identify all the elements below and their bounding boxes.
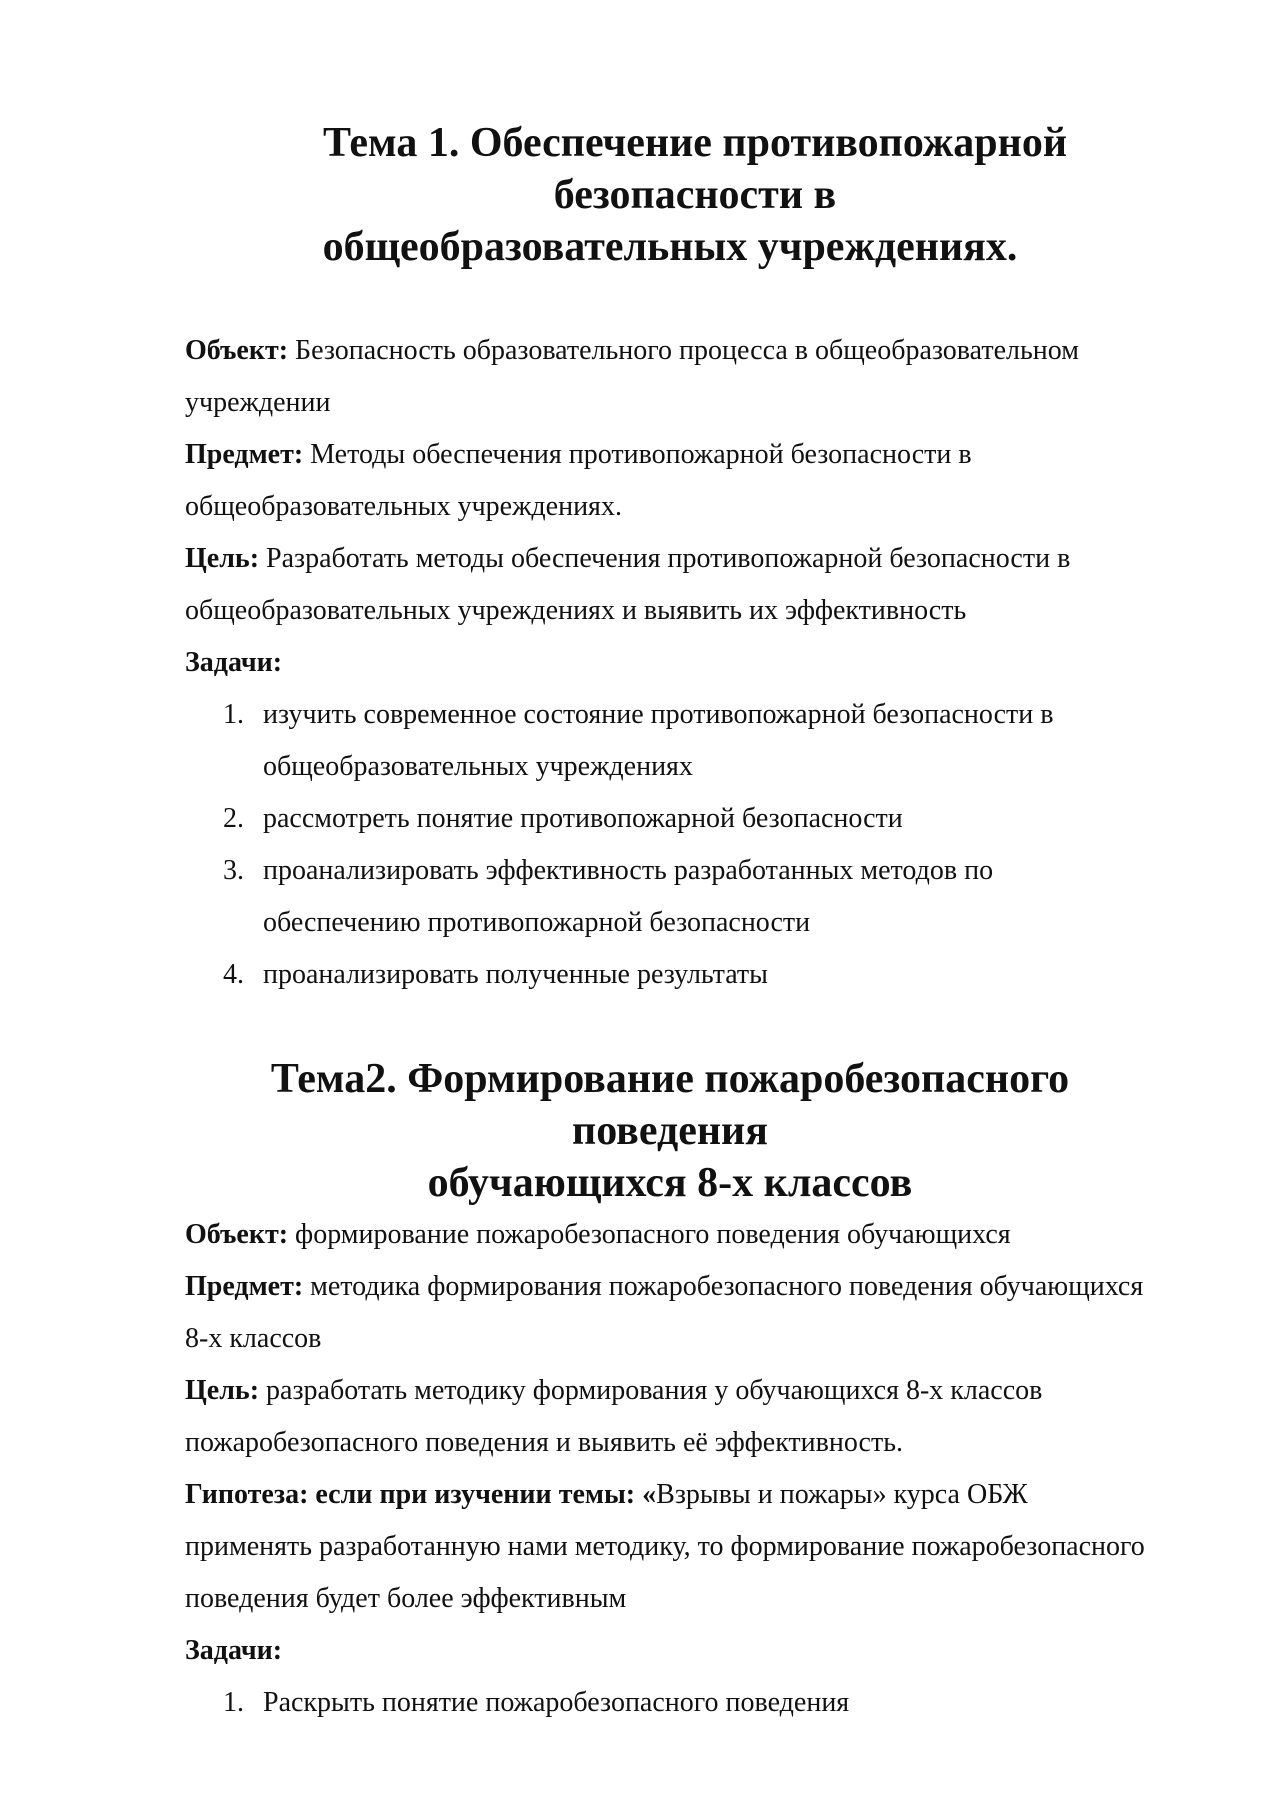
topic1-title — [185, 117, 1155, 273]
topic1-title-prefix: Тема 1 — [322, 120, 449, 166]
topic1-subject-label: Предмет: — [185, 439, 304, 470]
topic2-goal-label: Цель: — [185, 1375, 260, 1406]
topic1-goal-label: Цель: — [185, 543, 260, 574]
topic2-object — [185, 1209, 1155, 1261]
topic1-object-text: Безопасность образовательного процесса в общеобразовательном учреждении — [185, 335, 1079, 418]
spacer — [185, 1001, 1155, 1053]
topic1-subject — [185, 429, 1155, 533]
list-item-number: 4. — [223, 959, 244, 990]
topic2-title — [185, 1053, 1155, 1209]
topic2-title-line1: Тема2. Формирование пожаробезопасного поведения — [270, 1056, 1070, 1154]
list-item-number: 2. — [223, 803, 244, 834]
topic2-object-text: формирование пожаробезопасного поведения обучающихся — [288, 1219, 1011, 1250]
spacer — [185, 273, 1155, 325]
list-item — [185, 949, 1155, 1001]
topic2-hypothesis-label: Гипотеза: если при изучении темы: « — [185, 1479, 657, 1510]
list-item — [185, 689, 1155, 793]
list-item — [185, 793, 1155, 845]
topic2-subject — [185, 1261, 1155, 1365]
list-item-text: Раскрыть понятие пожаробезопасного поведения — [263, 1687, 850, 1718]
topic1-object-label: Объект: — [185, 335, 289, 366]
topic2-task-list — [185, 1677, 1155, 1729]
topic2-subject-text: методика формирования пожаробезопасного поведения обучающихся 8-х классов — [185, 1271, 1144, 1354]
list-item — [185, 1677, 1155, 1729]
topic2-title-line2: обучающихся 8-х классов — [427, 1160, 913, 1206]
topic1-title-line1 — [235, 117, 1155, 221]
list-item-text: рассмотреть понятие противопожарной безопасности — [263, 803, 903, 834]
topic1-goal-text: Разработать методы обеспечения противопожарной безопасности в общеобразовательных учреждениях и выявить их эффективность — [185, 543, 1071, 626]
topic1-tasks-label: Задачи: — [185, 647, 283, 678]
topic2-goal-text: разработать методику формирования у обучающихся 8-х классов пожаробезопасного поведения и выявить её эффективность. — [185, 1375, 1043, 1458]
topic1-goal — [185, 533, 1155, 637]
list-item-number: 3. — [223, 855, 244, 886]
topic2-goal — [185, 1365, 1155, 1469]
topic2-hypothesis-text: Взрывы и пожары» курса ОБЖ применять разработанную нами методику, то формирование пожаробезопасного поведения будет более эффективным — [185, 1479, 1145, 1614]
topic2-tasks-label: Задачи: — [185, 1635, 283, 1666]
list-item-text: проанализировать полученные результаты — [263, 959, 768, 990]
document-page — [185, 117, 1155, 1729]
topic2-subject-label: Предмет: — [185, 1271, 304, 1302]
topic1-object — [185, 325, 1155, 429]
topic2-object-label: Объект: — [185, 1219, 289, 1250]
topic1-title-line2: общеобразовательных учреждениях. — [322, 224, 1018, 270]
list-item-text: проанализировать эффективность разработанных методов по обеспечению противопожарной безопасности — [263, 855, 994, 938]
topic1-subject-text: Методы обеспечения противопожарной безопасности в общеобразовательных учреждениях. — [185, 439, 972, 522]
list-item-number: 1. — [223, 699, 244, 730]
list-item-number: 1. — [223, 1687, 244, 1718]
list-item — [185, 845, 1155, 949]
topic2-hypothesis — [185, 1469, 1155, 1625]
list-item-text: изучить современное состояние противопожарной безопасности в общеобразовательных учреждениях — [263, 699, 1054, 782]
topic1-task-list — [185, 689, 1155, 1001]
topic1-title-rest: . Обеспечение противопожарной безопасности в — [448, 120, 1068, 218]
